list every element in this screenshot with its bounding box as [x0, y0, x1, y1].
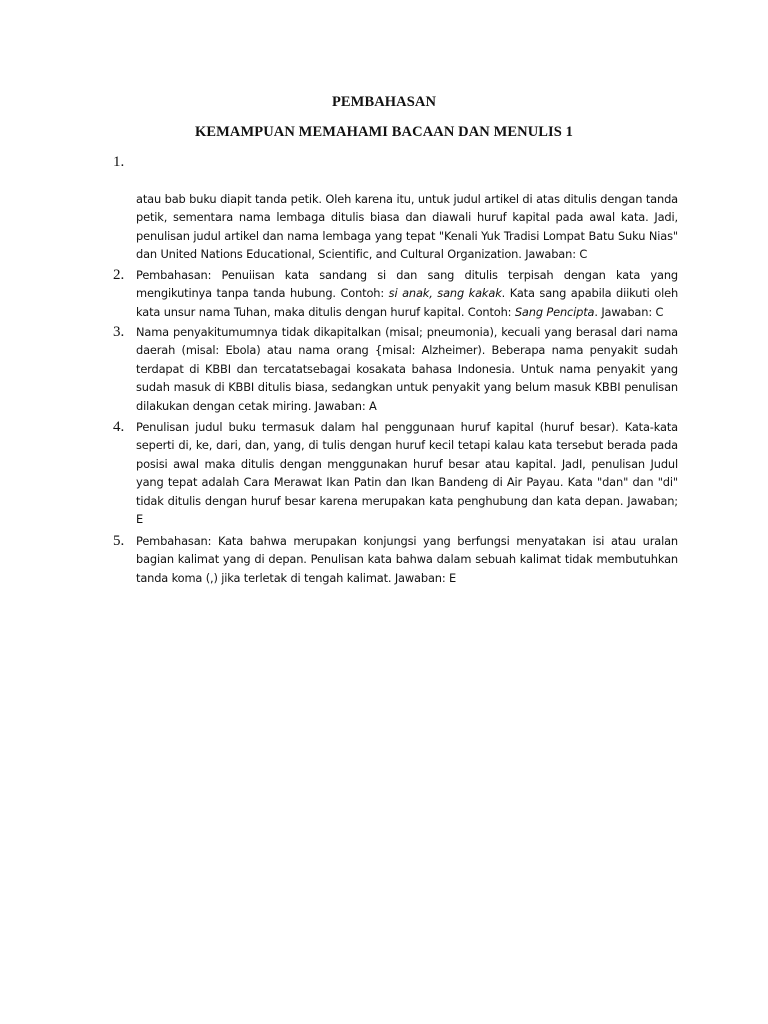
- item-number: 2.: [113, 267, 125, 283]
- text-line: atau bab buku diapit tanda petik. Oleh karena itu, untuk judul artikel di atas ditulis dengan tanda: [136, 192, 678, 206]
- text-segment: mengikutinya tanpa tanda hubung. Contoh:: [136, 286, 389, 301]
- item-explanation: [136, 190, 678, 264]
- text-line: dan United Nations Educational, Scientific, and Cultural Organization. Jawaban: C: [136, 247, 588, 262]
- text-line: bagian kalimat yang di depan. Penulisan kata bahwa dalam sebuah kalimat tidak membutuhkan: [136, 552, 678, 567]
- item-explanation: [136, 532, 678, 587]
- text-line: posisi awal maka ditulis dengan menggunakan huruf besar atau kapital. JadI, penulisan Judul: [136, 456, 678, 471]
- text-line: [136, 284, 678, 302]
- text-line: tidak ditulis dengan huruf besar karena merupakan kata penghubung dan kata depan. Jawaban;: [136, 493, 678, 508]
- document-heading: PEMBAHASAN: [331, 94, 437, 110]
- text-line: penulisan judul artikel dan nama lembaga yang tepat "Kenali Yuk Tradisi Lompat Batu Suku Nias": [136, 228, 678, 243]
- text-segment: kata unsur nama Tuhan, maka ditulis dengan huruf kapital. Contoh:: [136, 304, 515, 319]
- document-subheading: KEMAMPUAN MEMAHAMI BACAAN DAN MENULIS 1: [194, 124, 574, 140]
- item-explanation: [136, 323, 678, 415]
- item-explanation: [136, 418, 678, 528]
- text-line: [136, 303, 678, 321]
- text-line: daerah (misal: Ebola) atau nama orang {misal: Alzheimer). Beberapa nama penyakit sudah: [136, 343, 678, 358]
- text-line: dilakukan dengan cetak miring. Jawaban: A: [136, 398, 377, 413]
- text-line: seperti di, ke, dari, dan, yang, di tulis dengan huruf kecil tetapi kalau kata tersebut berada pada: [136, 438, 678, 453]
- text-line: Nama penyakitumumnya tidak dikapitalkan (misal; pneumonia), kecuali yang berasal dari nama: [136, 325, 678, 339]
- item-explanation: [136, 266, 678, 321]
- text-line: tanda koma (,) jika terletak di tengah kalimat. Jawaban: E: [136, 570, 457, 585]
- text-line: sudah masuk di KBBI ditulis biasa, sedangkan untuk penyakit yang belum masuk KBBI penulisan: [136, 380, 678, 395]
- text-line: petik, sementara nama lembaga ditulis biasa dan diawali huruf kapital pada awal kata. Jadi,: [136, 210, 678, 225]
- text-line: Pembahasan: Kata bahwa merupakan konjungsi yang berfungsi menyatakan isi atau uralan: [136, 534, 678, 548]
- text-line: yang tepat adalah Cara Merawat Ikan Patin dan Ikan Bandeng di Air Payau. Kata "dan" dan "di": [136, 475, 678, 490]
- text-line: E: [136, 511, 144, 526]
- item-number: 5.: [113, 533, 125, 549]
- text-line: Penulisan judul buku termasuk dalam hal penggunaan huruf kapital (huruf besar). Kata-kata: [136, 420, 678, 434]
- italic-example: si anak, sang kakak: [388, 286, 502, 301]
- italic-example: Sang Pencipta: [514, 304, 595, 319]
- item-number: 4.: [113, 419, 125, 435]
- item-number: 1.: [113, 154, 125, 170]
- text-segment: . Kata sang apabila diikuti oleh: [501, 286, 678, 301]
- text-line: terdapat di KBBI dan tercatatsebagai kosakata bahasa Indonesia. Untuk nama penyakit yang: [136, 361, 678, 376]
- item-number: 3.: [113, 324, 125, 340]
- text-line: Pembahasan: Penuiisan kata sandang si dan sang ditulis terpisah dengan kata yang: [136, 268, 678, 282]
- text-segment: . Jawaban: C: [594, 304, 664, 319]
